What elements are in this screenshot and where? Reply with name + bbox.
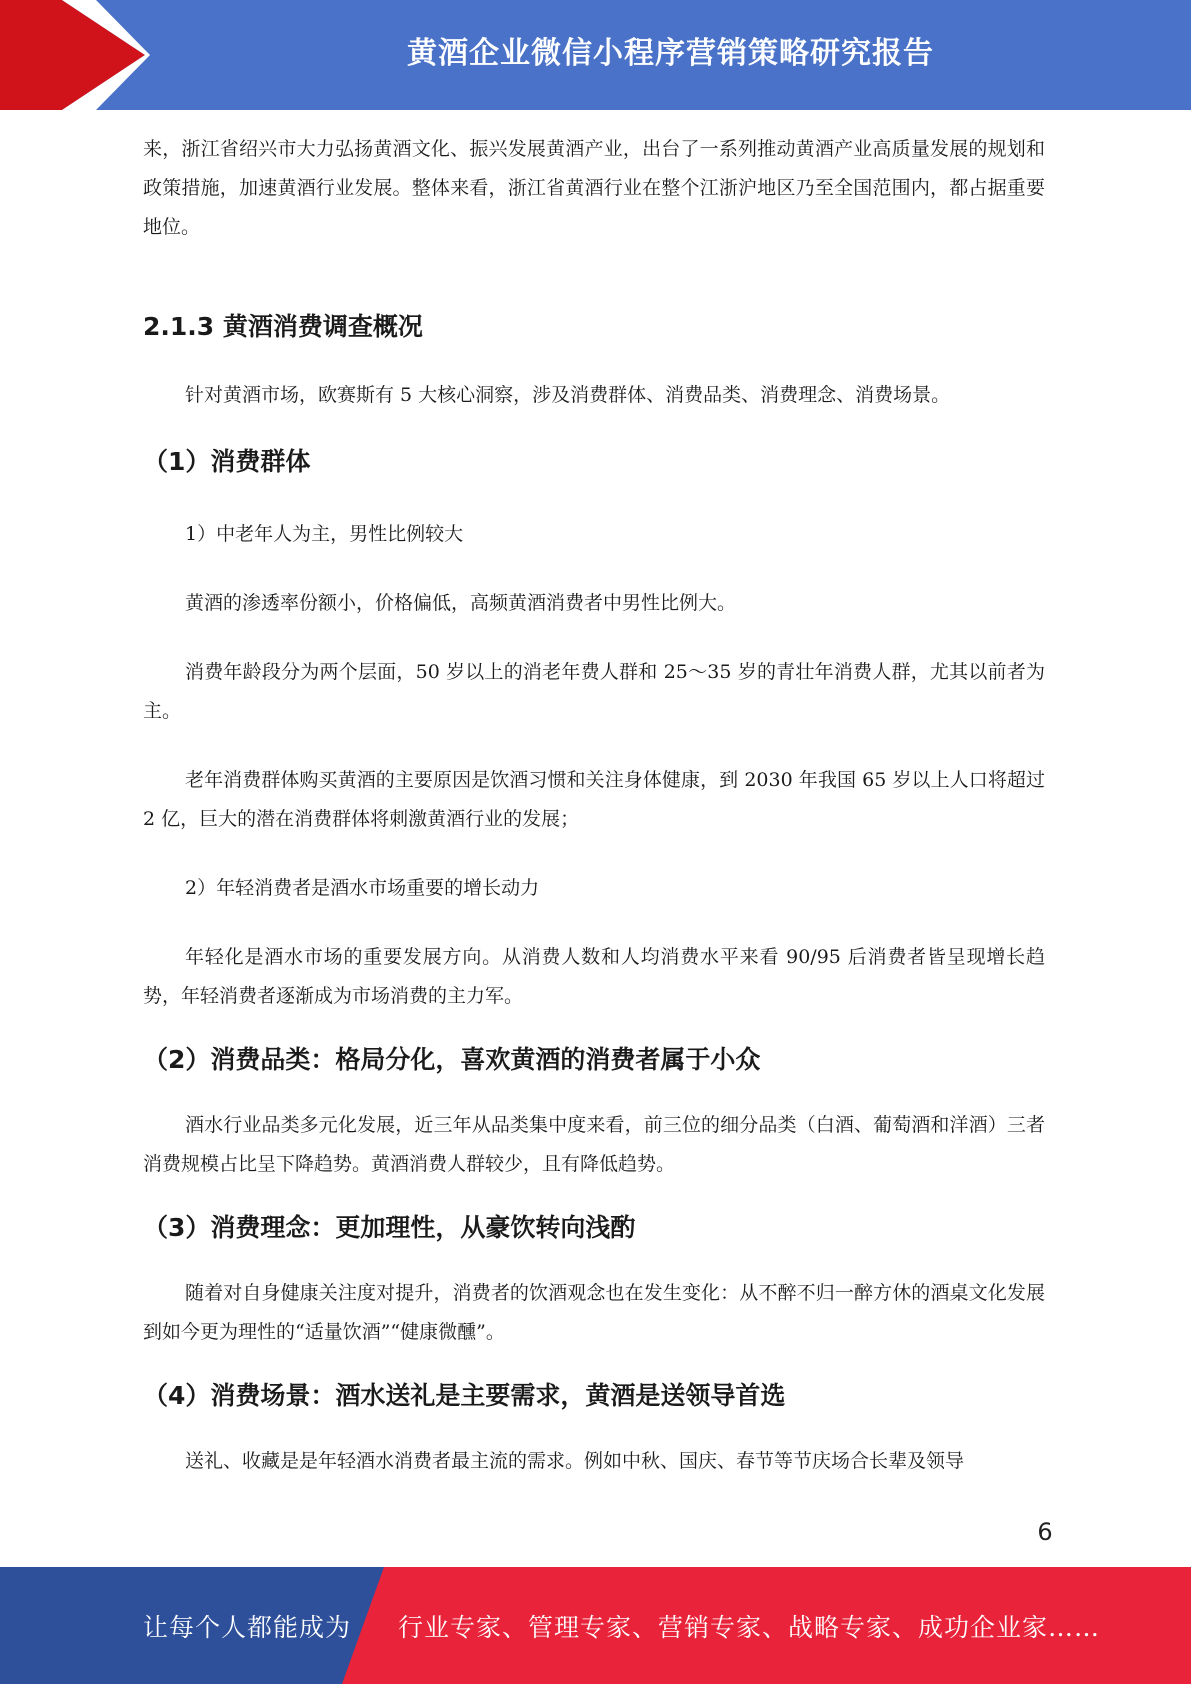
section-intro: 针对黄酒市场，欧赛斯有 5 大核心洞察，涉及消费群体、消费品类、消费理念、消费场景。 bbox=[185, 384, 951, 406]
section-title: 2.1.3 黄酒消费调查概况 bbox=[143, 312, 423, 341]
intro-paragraph: 来，浙江省绍兴市大力弘扬黄酒文化、振兴发展黄酒产业，出台了一系列推动黄酒产业高质量发展的规划和政策措施，加速黄酒行业发展。整体来看，浙江省黄酒行业在整个江浙沪地区乃至全国范围内，都占据重要地位。 bbox=[143, 138, 1045, 238]
subsection-3-paragraph-1: 随着对自身健康关注度对提升，消费者的饮酒观念也在发生变化：从不醉不归一醉方休的酒桌文化发展到如今更为理性的“适量饮酒”“健康微醺”。 bbox=[143, 1282, 1045, 1343]
subsection-4-title: （4）消费场景：酒水送礼是主要需求，黄酒是送领导首选 bbox=[143, 1381, 786, 1410]
subsection-4-paragraph-1: 送礼、收藏是是年轻酒水消费者最主流的需求。例如中秋、国庆、春节等节庆场合长辈及领导 bbox=[185, 1450, 965, 1472]
subsection-1-title: （1）消费群体 bbox=[143, 447, 311, 476]
subsection-1-paragraph-3: 老年消费群体购买黄酒的主要原因是饮酒习惯和关注身体健康，到 2030 年我国 65 岁以上人口将超过 2 亿，巨大的潜在消费群体将刺激黄酒行业的发展； bbox=[143, 769, 1045, 830]
subsection-1-point-1: 1）中老年人为主，男性比例较大 bbox=[185, 523, 464, 545]
page-footer bbox=[0, 1567, 1191, 1684]
footer-slogan-right: 行业专家、管理专家、营销专家、战略专家、成功企业家…… bbox=[398, 1612, 1101, 1642]
subsection-2-paragraph-1: 酒水行业品类多元化发展，近三年从品类集中度来看，前三位的细分品类（白酒、葡萄酒和洋酒）三者消费规模占比呈下降趋势。黄酒消费人群较少，且有降低趋势。 bbox=[143, 1114, 1045, 1175]
subsection-1-paragraph-4: 年轻化是酒水市场的重要发展方向。从消费人数和人均消费水平来看 90/95 后消费者皆呈现增长趋势，年轻消费者逐渐成为市场消费的主力军。 bbox=[143, 946, 1045, 1007]
page-number: 6 bbox=[1037, 1518, 1053, 1546]
footer-slogan-left: 让每个人都能成为 bbox=[143, 1612, 352, 1642]
page-content bbox=[143, 130, 1045, 1481]
header-title: 黄酒企业微信小程序营销策略研究报告 bbox=[407, 36, 934, 71]
subsection-3-title: （3）消费理念：更加理性，从豪饮转向浅酌 bbox=[143, 1213, 636, 1242]
page-header bbox=[0, 0, 1191, 110]
subsection-1-point-2: 2）年轻消费者是酒水市场重要的增长动力 bbox=[185, 877, 540, 899]
subsection-1-paragraph-1: 黄酒的渗透率份额小，价格偏低，高频黄酒消费者中男性比例大。 bbox=[185, 592, 737, 614]
subsection-1-paragraph-2: 消费年龄段分为两个层面，50 岁以上的消老年费人群和 25～35 岁的青壮年消费人群，尤其以前者为主。 bbox=[143, 661, 1045, 722]
subsection-2-title: （2）消费品类：格局分化，喜欢黄酒的消费者属于小众 bbox=[143, 1045, 761, 1074]
